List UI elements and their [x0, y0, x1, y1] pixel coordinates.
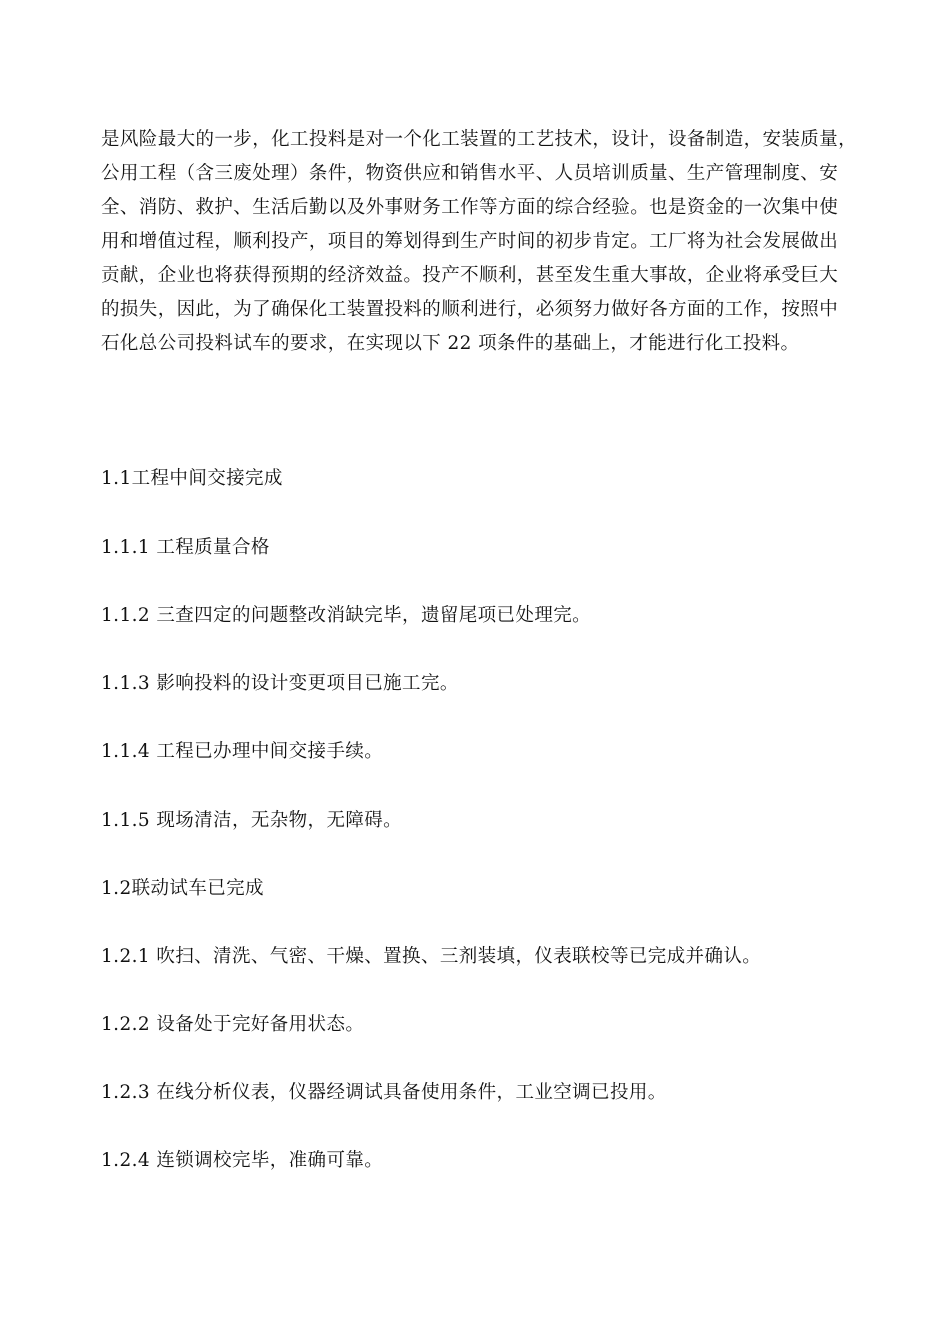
intro-line: 公用工程（含三废处理）条件，物资供应和销售水平、人员培训质量、生产管理制度、安 — [101, 163, 839, 184]
intro-line: 的损失，因此，为了确保化工装置投料的顺利进行，必须努力做好各方面的工作，按照中 — [101, 299, 839, 320]
intro-paragraph — [101, 123, 861, 361]
list-item-1-2-3: 1.2.3 在线分析仪表，仪器经调试具备使用条件，工业空调已投用。 — [101, 1082, 667, 1103]
list-item-1-1-1: 1.1.1 工程质量合格 — [101, 537, 270, 558]
intro-line: 是风险最大的一步，化工投料是对一个化工装置的工艺技术，设计，设备制造，安装质量， — [101, 129, 858, 150]
list-item-1-1-5: 1.1.5 现场清洁，无杂物，无障碍。 — [101, 810, 403, 831]
list-item-1-2-1: 1.2.1 吹扫、清洗、气密、干燥、置换、三剂装填，仪表联校等已完成并确认。 — [101, 946, 762, 967]
list-item-1-1-2: 1.1.2 三查四定的问题整改消缺完毕，遗留尾项已处理完。 — [101, 605, 592, 626]
list-item-1-2-4: 1.2.4 连锁调校完毕，准确可靠。 — [101, 1150, 384, 1171]
intro-line: 贡献，企业也将获得预期的经济效益。投产不顺利，甚至发生重大事故，企业将承受巨大 — [101, 265, 839, 286]
list-item-1-1-3: 1.1.3 影响投料的设计变更项目已施工完。 — [101, 673, 459, 694]
intro-line: 用和增值过程，顺利投产，项目的筹划得到生产时间的初步肯定。工厂将为社会发展做出 — [101, 231, 839, 252]
section-heading-1-1: 1.1工程中间交接完成 — [101, 468, 283, 489]
list-item-1-2-2: 1.2.2 设备处于完好备用状态。 — [101, 1014, 365, 1035]
list-item-1-1-4: 1.1.4 工程已办理中间交接手续。 — [101, 741, 384, 762]
section-heading-1-2: 1.2联动试车已完成 — [101, 878, 264, 899]
intro-line: 石化总公司投料试车的要求，在实现以下 22 项条件的基础上，才能进行化工投料。 — [101, 333, 800, 354]
intro-line: 全、消防、救护、生活后勤以及外事财务工作等方面的综合经验。也是资金的一次集中使 — [101, 197, 839, 218]
